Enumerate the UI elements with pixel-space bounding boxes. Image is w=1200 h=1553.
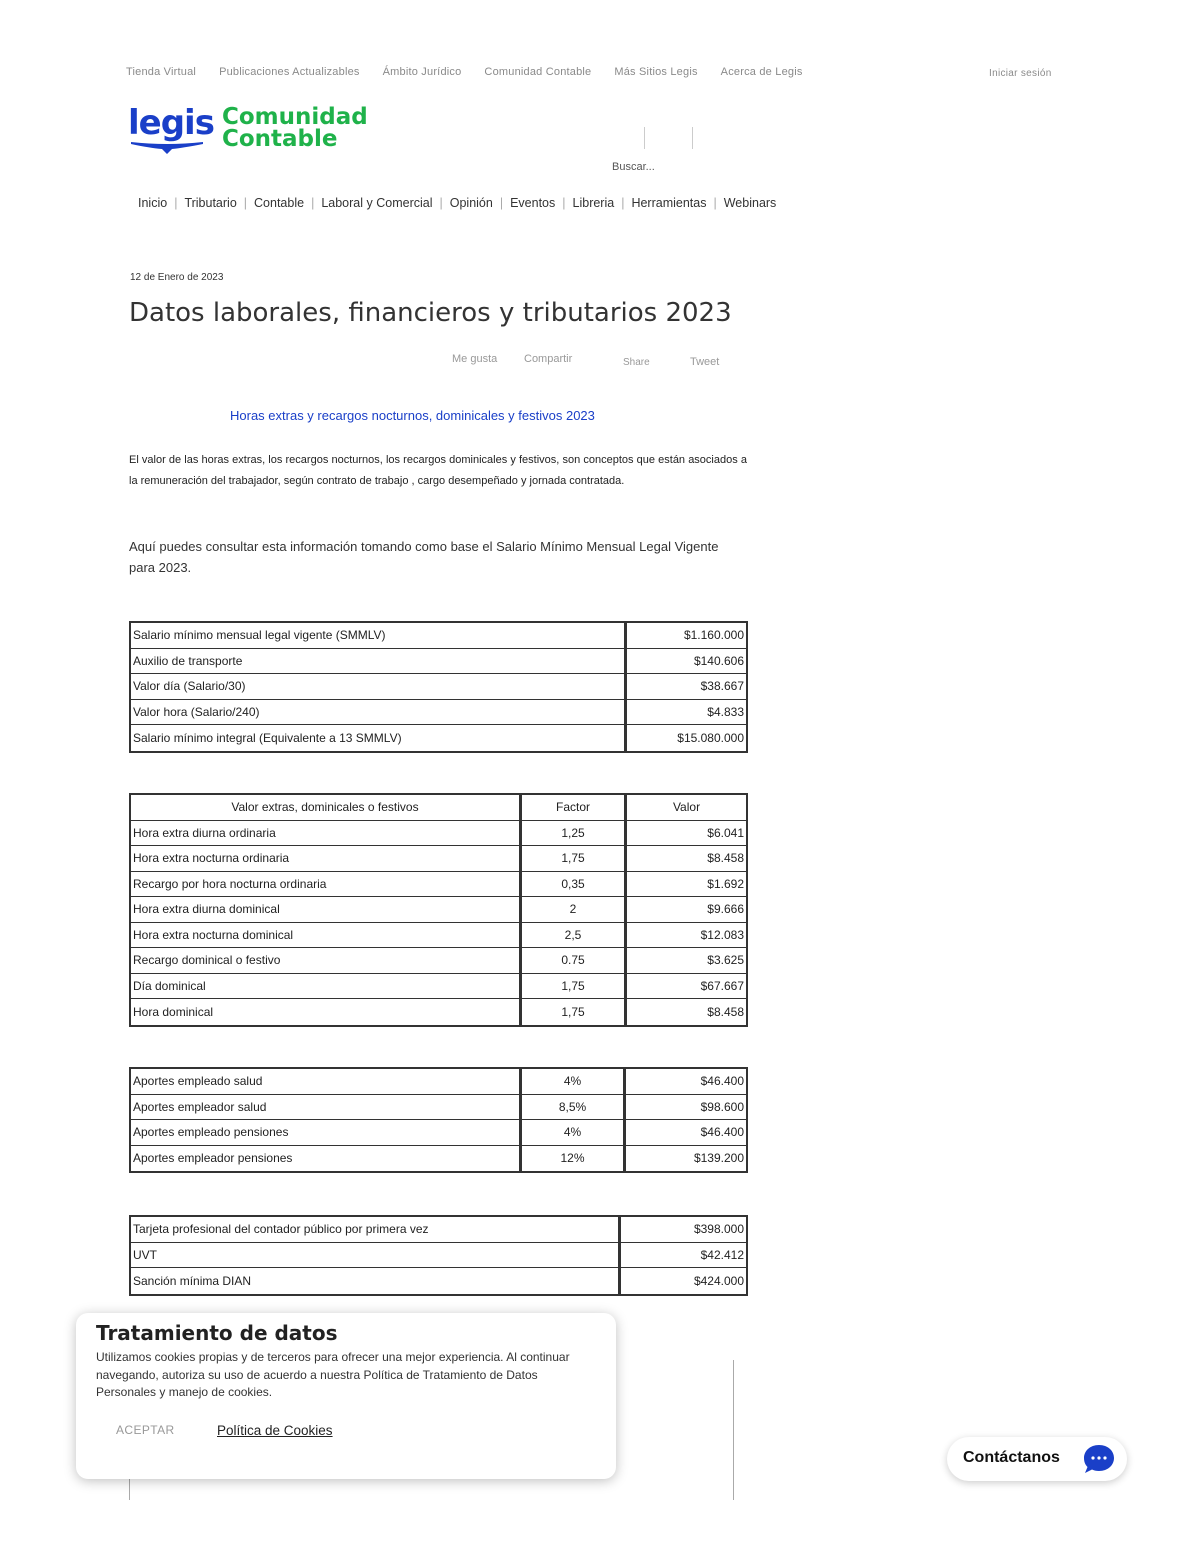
logo-subtitle xyxy=(222,106,368,150)
table-cell-value: $46.400 xyxy=(624,1120,746,1146)
table-cell-label: Hora extra diurna ordinaria xyxy=(131,821,520,847)
table-cell-value: $424.000 xyxy=(619,1268,746,1294)
table-cell-label: UVT xyxy=(131,1243,619,1269)
logo-legis xyxy=(128,104,214,142)
nav-eventos[interactable]: Eventos xyxy=(510,196,556,210)
table-cell-value: $15.080.000 xyxy=(625,725,746,751)
top-nav-mas-sitios[interactable]: Más Sitios Legis xyxy=(614,66,698,78)
table-cell-value: $4.833 xyxy=(625,700,746,726)
top-nav-comunidad-contable[interactable]: Comunidad Contable xyxy=(484,66,592,78)
table-cell-factor: 2,5 xyxy=(520,923,625,949)
section-link-title[interactable]: Horas extras y recargos nocturnos, dominicales y festivos 2023 xyxy=(230,408,595,423)
table-cell-label: Aportes empleado salud xyxy=(131,1069,520,1095)
table-cell-value: $9.666 xyxy=(625,897,746,923)
table-cell-label: Salario mínimo integral (Equivalente a 13 SMMLV) xyxy=(131,725,625,751)
table-extras xyxy=(129,793,748,1027)
table-cell-label: Hora dominical xyxy=(131,999,520,1025)
table-cell-label: Hora extra nocturna ordinaria xyxy=(131,846,520,872)
nav-libreria[interactable]: Libreria xyxy=(572,196,615,210)
top-nav-publicaciones[interactable]: Publicaciones Actualizables xyxy=(219,66,360,78)
cookie-banner xyxy=(76,1313,616,1479)
table-row xyxy=(131,725,746,751)
table-header-factor: Factor xyxy=(520,795,625,821)
table-cell-factor: 1,75 xyxy=(520,999,625,1025)
table-row xyxy=(131,623,746,649)
tweet-button[interactable]: Tweet xyxy=(690,356,720,368)
table-cell-value: $1.692 xyxy=(625,872,746,898)
cookie-title: Tratamiento de datos xyxy=(96,1321,338,1345)
info-paragraph: Aquí puedes consultar esta información tomando como base el Salario Mínimo Mensual Legal Vigente para 2023. xyxy=(129,539,719,575)
table-cell-label: Recargo dominical o festivo xyxy=(131,948,520,974)
logo-brand-text: legis xyxy=(128,103,214,143)
table-cell-value: $6.041 xyxy=(625,821,746,847)
table-row xyxy=(131,649,746,675)
table-row xyxy=(131,897,746,923)
logo-line1: Comunidad xyxy=(221,104,368,130)
table-other-values xyxy=(129,1215,748,1296)
table-row xyxy=(131,1217,746,1243)
top-nav-tienda-virtual[interactable]: Tienda Virtual xyxy=(126,66,197,78)
logo-line2: Contable xyxy=(221,126,338,152)
nav-inicio[interactable]: Inicio xyxy=(138,196,168,210)
table-row xyxy=(131,821,746,847)
table-cell-value: $98.600 xyxy=(624,1095,746,1121)
main-nav: Inicio | Tributario | Contable | Laboral y Comercial | Opinión | Eventos | Libreria | Herramientas | Webinars xyxy=(138,196,777,210)
table-cell-rate: 12% xyxy=(520,1146,624,1172)
table-cell-factor: 1,75 xyxy=(520,974,625,1000)
nav-laboral-comercial[interactable]: Laboral y Comercial xyxy=(321,196,433,210)
chat-bubble-icon xyxy=(1082,1443,1116,1475)
table-row xyxy=(131,1095,746,1121)
table-row xyxy=(131,999,746,1025)
table-row xyxy=(131,1243,746,1269)
table-cell-value: $139.200 xyxy=(624,1146,746,1172)
table-cell-label: Aportes empleado pensiones xyxy=(131,1120,520,1146)
table-cell-factor: 1,75 xyxy=(520,846,625,872)
table-cell-label: Sanción mínima DIAN xyxy=(131,1268,619,1294)
table-cell-label: Aportes empleador pensiones xyxy=(131,1146,520,1172)
contact-label: Contáctanos xyxy=(963,1449,1060,1466)
table-cell-rate: 4% xyxy=(520,1120,624,1146)
logo-smile-icon xyxy=(130,140,204,154)
nav-contable[interactable]: Contable xyxy=(254,196,305,210)
login-link[interactable]: Iniciar sesión xyxy=(989,68,1052,79)
table-header-row xyxy=(131,795,746,821)
top-nav-ambito-juridico[interactable]: Ámbito Jurídico xyxy=(382,66,462,78)
table-row xyxy=(131,1268,746,1294)
table-cell-factor: 2 xyxy=(520,897,625,923)
table-row xyxy=(131,700,746,726)
table-row xyxy=(131,846,746,872)
table-cell-value: $46.400 xyxy=(624,1069,746,1095)
search-input[interactable]: Buscar... xyxy=(612,161,655,173)
cookie-policy-link[interactable]: Política de Cookies xyxy=(217,1423,333,1438)
table-cell-label: Día dominical xyxy=(131,974,520,1000)
nav-herramientas[interactable]: Herramientas xyxy=(631,196,707,210)
top-nav xyxy=(126,66,826,78)
table-cell-label: Valor hora (Salario/240) xyxy=(131,700,625,726)
table-cell-label: Hora extra diurna dominical xyxy=(131,897,520,923)
table-cell-value: $8.458 xyxy=(625,846,746,872)
table-row xyxy=(131,1146,746,1172)
table-cell-label: Salario mínimo mensual legal vigente (SMMLV) xyxy=(131,623,625,649)
table-basic-values xyxy=(129,621,748,753)
table-cell-value: $8.458 xyxy=(625,999,746,1025)
table-cell-label: Hora extra nocturna dominical xyxy=(131,923,520,949)
table-row xyxy=(131,1069,746,1095)
like-button[interactable]: Me gusta xyxy=(452,353,498,365)
intro-paragraph: El valor de las horas extras, los recargos nocturnos, los recargos dominicales y festivos, son conceptos que están asociados a la remuneración del trabajador, según contrato de trabajo , cargo desempeñado y jornada contratada. xyxy=(129,454,747,487)
table-contributions xyxy=(129,1067,748,1173)
table-cell-rate: 8,5% xyxy=(520,1095,624,1121)
top-nav-acerca-de[interactable]: Acerca de Legis xyxy=(720,66,803,78)
article-date: 12 de Enero de 2023 xyxy=(130,272,224,283)
share-button[interactable]: Compartir xyxy=(524,353,573,365)
article-title: Datos laborales, financieros y tributarios 2023 xyxy=(129,298,732,328)
table-row xyxy=(131,948,746,974)
site-logo[interactable] xyxy=(128,104,368,150)
table-cell-value: $42.412 xyxy=(619,1243,746,1269)
share-alt-button[interactable]: Share xyxy=(623,357,650,368)
table-header-value: Valor xyxy=(625,795,746,821)
table-cell-factor: 1,25 xyxy=(520,821,625,847)
table-cell-label: Recargo por hora nocturna ordinaria xyxy=(131,872,520,898)
table-cell-label: Tarjeta profesional del contador público por primera vez xyxy=(131,1217,619,1243)
content-divider xyxy=(733,1360,734,1500)
nav-tributario[interactable]: Tributario xyxy=(184,196,237,210)
header-separators xyxy=(644,127,694,149)
cookie-text: Utilizamos cookies propias y de terceros para ofrecer una mejor experiencia. Al continuar navegando, autoriza su uso de acuerdo a nuestra Política de Tratamiento de Datos Personales y manejo de cookies. xyxy=(96,1350,570,1399)
table-cell-label: Auxilio de transporte xyxy=(131,649,625,675)
table-cell-rate: 4% xyxy=(520,1069,624,1095)
table-cell-value: $38.667 xyxy=(625,674,746,700)
table-row xyxy=(131,923,746,949)
table-cell-value: $12.083 xyxy=(625,923,746,949)
nav-opinion[interactable]: Opinión xyxy=(449,196,493,210)
table-row xyxy=(131,872,746,898)
table-cell-factor: 0.75 xyxy=(520,948,625,974)
accept-cookies-button[interactable]: ACEPTAR xyxy=(116,1423,175,1437)
table-cell-value: $67.667 xyxy=(625,974,746,1000)
table-cell-value: $3.625 xyxy=(625,948,746,974)
table-cell-value: $1.160.000 xyxy=(625,623,746,649)
table-cell-value: $140.606 xyxy=(625,649,746,675)
table-header-concept: Valor extras, dominicales o festivos xyxy=(131,795,520,821)
table-row xyxy=(131,674,746,700)
table-cell-label: Valor día (Salario/30) xyxy=(131,674,625,700)
nav-webinars[interactable]: Webinars xyxy=(723,196,777,210)
table-row xyxy=(131,974,746,1000)
table-cell-value: $398.000 xyxy=(619,1217,746,1243)
contact-button[interactable] xyxy=(947,1437,1127,1481)
table-cell-factor: 0,35 xyxy=(520,872,625,898)
table-cell-label: Aportes empleador salud xyxy=(131,1095,520,1121)
table-row xyxy=(131,1120,746,1146)
